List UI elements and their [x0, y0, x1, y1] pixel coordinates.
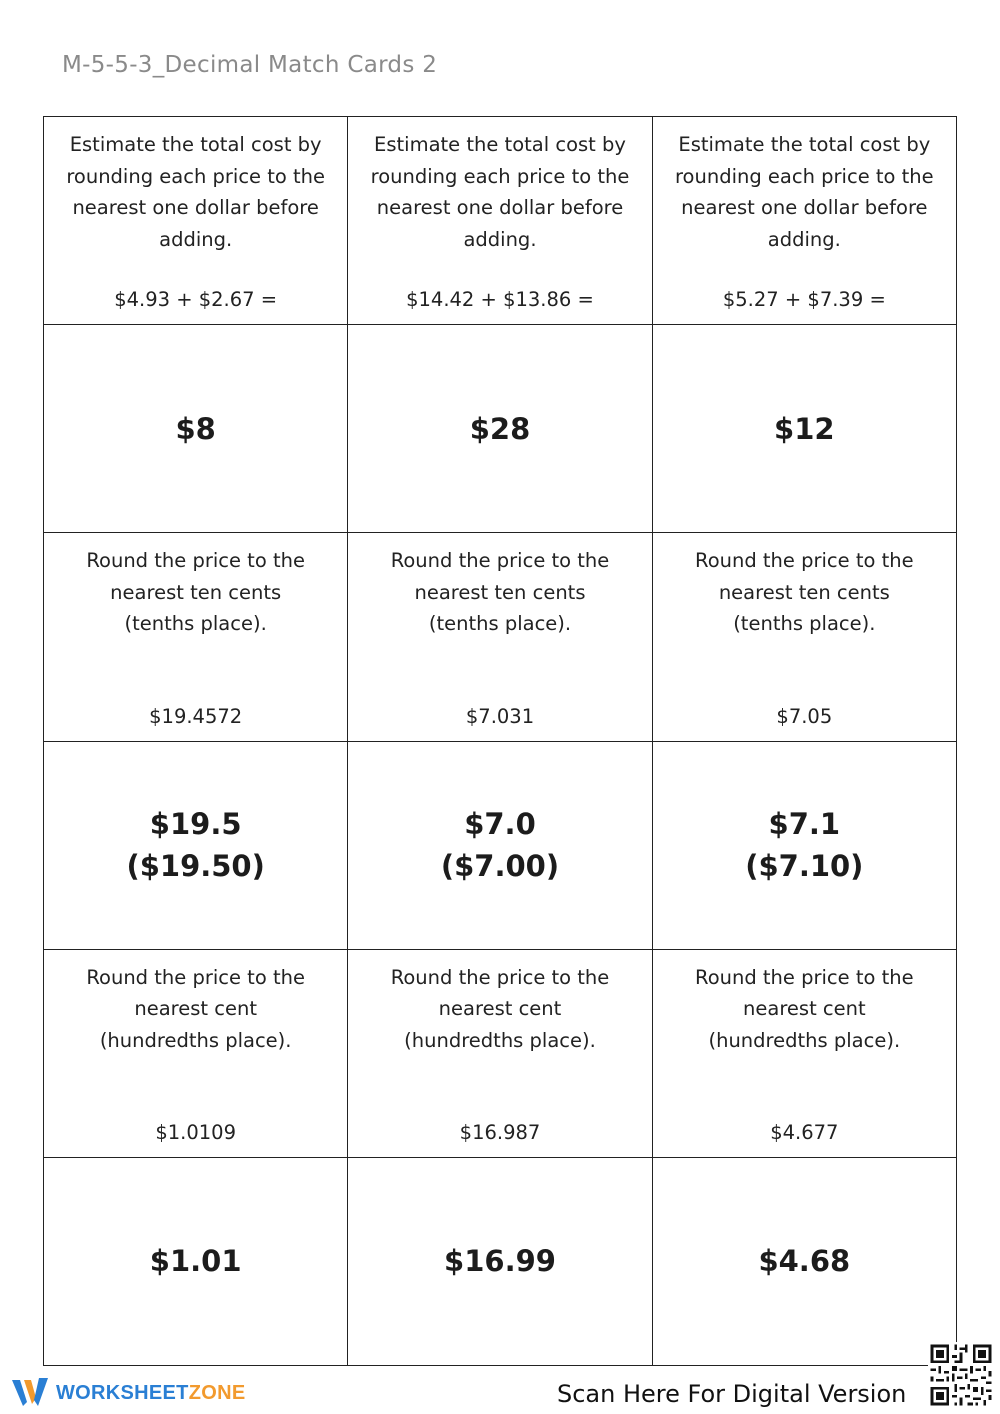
question-text: Estimate the total cost by rounding each price to the nearest one dollar before adding.: [66, 133, 326, 251]
question-card: [348, 117, 652, 325]
match-cards-grid: [43, 116, 957, 1366]
question-card: [348, 533, 652, 741]
question-value: $14.42 + $13.86 =: [406, 288, 594, 312]
scan-label: Scan Here For Digital Version: [557, 1380, 907, 1408]
answer-card: [348, 742, 652, 950]
question-card: [44, 533, 348, 741]
question-value: $7.05: [776, 704, 833, 728]
question-text: Round the price to the nearest ten cents (tenths place).: [695, 549, 914, 636]
answer-card: [653, 1158, 957, 1366]
brand-name-part1: WORKSHEET: [56, 1381, 189, 1404]
question-text: Round the price to the nearest cent (hundredths place).: [390, 965, 610, 1052]
document-title: M-5-5-3_Decimal Match Cards 2: [62, 52, 438, 78]
question-card: [44, 117, 348, 325]
question-text: Estimate the total cost by rounding each price to the nearest one dollar before adding.: [370, 133, 630, 251]
qr-code-icon[interactable]: [928, 1342, 994, 1408]
question-text: Round the price to the nearest ten cents (tenths place).: [86, 549, 305, 636]
answer-card: [653, 742, 957, 950]
answer-card: [348, 1158, 652, 1366]
question-value: $5.27 + $7.39 =: [722, 288, 886, 312]
answer-text: $4.68: [758, 1244, 851, 1279]
question-text: Round the price to the nearest cent (hundredths place).: [86, 965, 305, 1052]
answer-text: $8: [175, 411, 216, 446]
answer-card: [44, 1158, 348, 1366]
brand-name-part2: ZONE: [188, 1381, 246, 1404]
question-value: $4.93 + $2.67 =: [114, 288, 278, 312]
answer-card: [653, 325, 957, 533]
question-text: Round the price to the nearest ten cents (tenths place).: [390, 549, 610, 636]
question-value: $19.4572: [149, 704, 243, 728]
brand-name: [56, 1382, 245, 1405]
answer-text: $1.01: [149, 1244, 242, 1279]
answer-text: $16.99: [444, 1244, 556, 1279]
worksheetzone-logo-icon: [10, 1376, 50, 1410]
answer-text: $19.5 ($19.50): [126, 807, 265, 884]
answer-text: $28: [469, 411, 531, 446]
question-value: $7.031: [465, 704, 535, 728]
answer-text: $7.0 ($7.00): [440, 807, 560, 884]
question-card: [653, 117, 957, 325]
question-card: [653, 533, 957, 741]
question-card: [348, 950, 652, 1158]
question-card: [44, 950, 348, 1158]
question-text: Round the price to the nearest cent (hundredths place).: [695, 965, 914, 1052]
question-text: Estimate the total cost by rounding each price to the nearest one dollar before adding.: [674, 133, 934, 251]
question-card: [653, 950, 957, 1158]
brand-logo[interactable]: [10, 1376, 245, 1410]
answer-text: $7.1 ($7.10): [745, 807, 864, 884]
answer-card: [44, 325, 348, 533]
answer-card: [44, 742, 348, 950]
answer-text: $12: [774, 411, 835, 446]
answer-card: [348, 325, 652, 533]
question-value: $1.0109: [155, 1120, 236, 1144]
question-value: $16.987: [459, 1120, 541, 1144]
question-value: $4.677: [770, 1120, 839, 1144]
